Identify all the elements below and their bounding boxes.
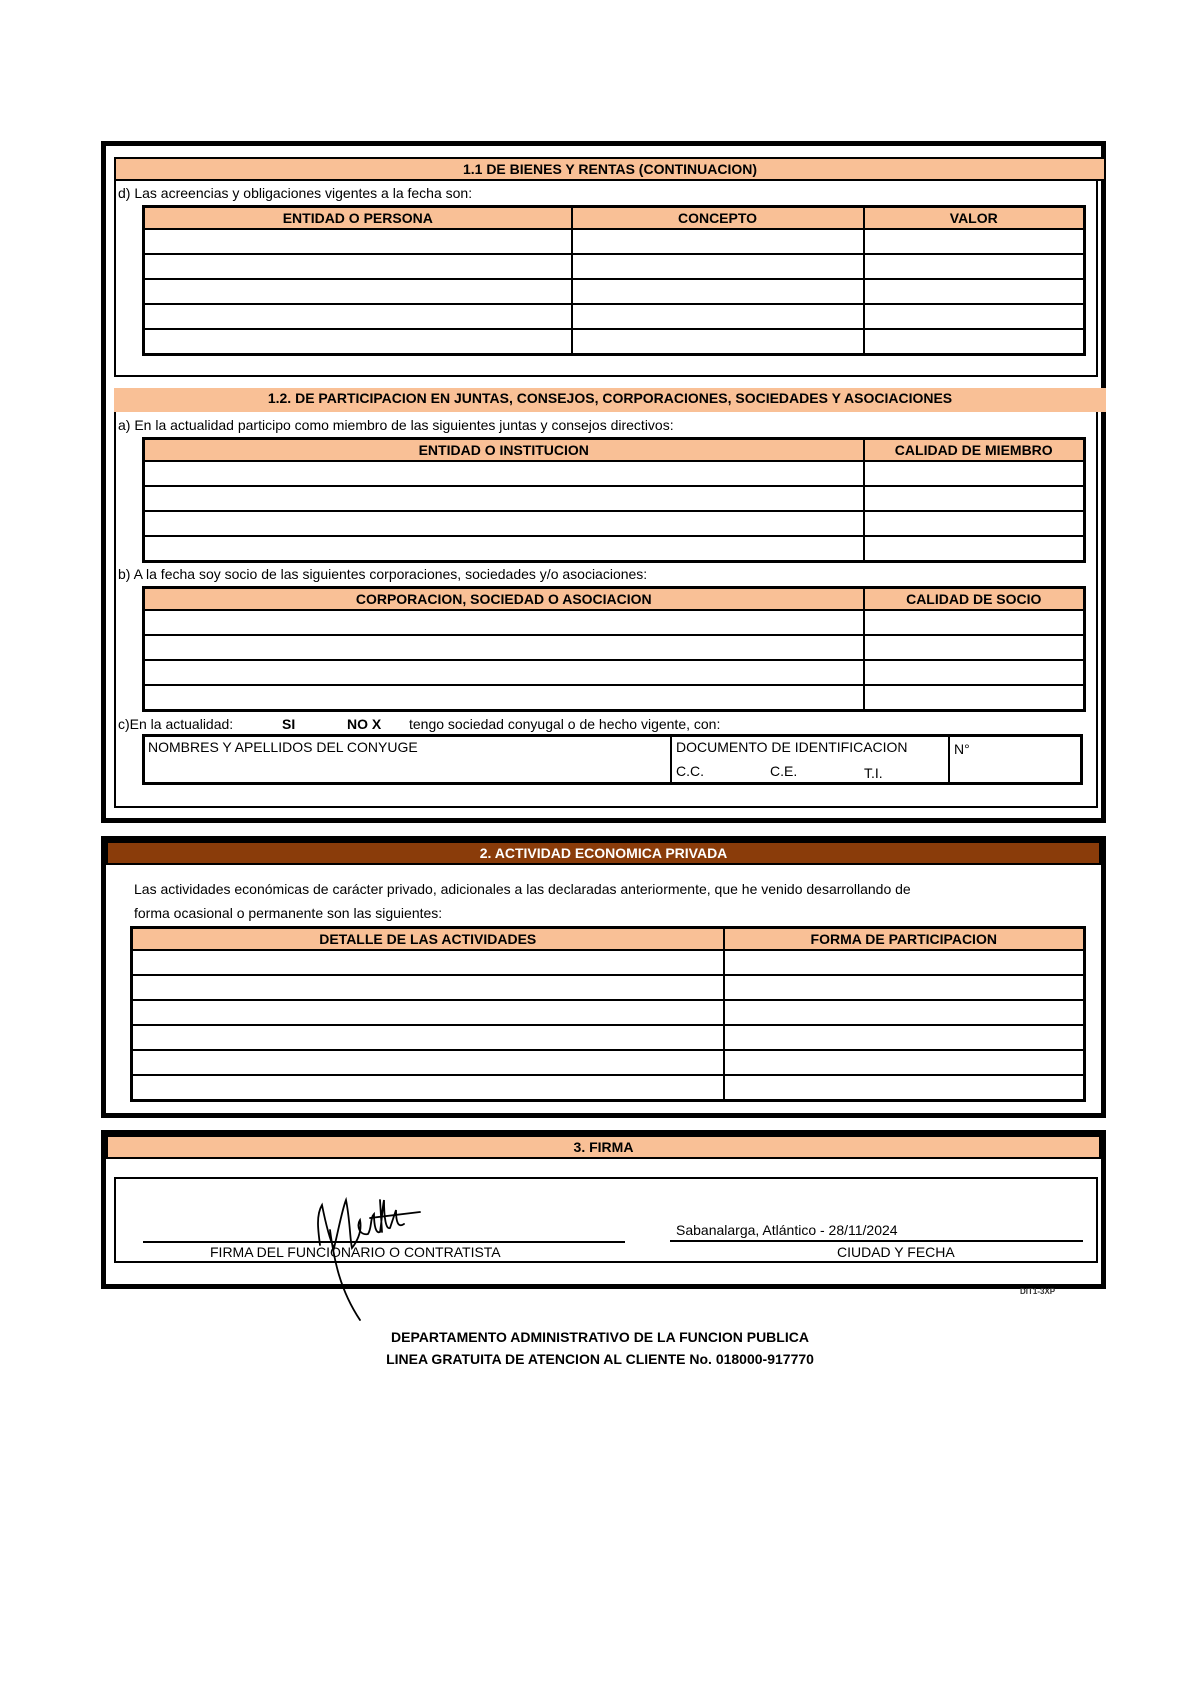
table-cell[interactable] — [132, 1025, 724, 1050]
col-calidad-socio: CALIDAD DE SOCIO — [864, 588, 1085, 611]
table-cell[interactable] — [864, 486, 1085, 511]
partnerships-table — [142, 586, 1086, 712]
table-cell[interactable] — [864, 660, 1085, 685]
table-cell[interactable] — [724, 975, 1085, 1000]
table-cell[interactable] — [572, 279, 864, 304]
table-cell[interactable] — [144, 511, 864, 536]
table-row — [132, 975, 1085, 1000]
section-2-header: 2. ACTIVIDAD ECONOMICA PRIVADA — [106, 841, 1101, 865]
table-cell[interactable] — [864, 511, 1085, 536]
section-2-intro-line1: Las actividades económicas de carácter privado, adicionales a las declaradas anteriormente, que he venido desarrollando de — [134, 881, 911, 897]
table-cell[interactable] — [144, 461, 864, 486]
table-cell[interactable] — [864, 229, 1085, 254]
doc-cc-option[interactable]: C.C. — [676, 763, 704, 779]
spouse-names-field[interactable]: NOMBRES Y APELLIDOS DEL CONYUGE — [148, 739, 418, 755]
footer-line-2: LINEA GRATUITA DE ATENCION AL CLIENTE No. 018000-917770 — [386, 1351, 814, 1367]
spouse-divider-2 — [948, 734, 950, 785]
table-cell[interactable] — [724, 1000, 1085, 1025]
section-1-1-header: 1.1 DE BIENES Y RENTAS (CONTINUACION) — [114, 157, 1106, 181]
table-cell[interactable] — [864, 279, 1085, 304]
col-entidad-institucion: ENTIDAD O INSTITUCION — [144, 439, 864, 462]
document-number-field[interactable]: N° — [954, 741, 970, 757]
table-row — [132, 950, 1085, 975]
table-cell[interactable] — [724, 1075, 1085, 1100]
table-row — [144, 610, 1085, 635]
footer-line-1: DEPARTAMENTO ADMINISTRATIVO DE LA FUNCION PUBLICA — [391, 1329, 809, 1345]
table-row — [144, 635, 1085, 660]
col-valor: VALOR — [864, 207, 1085, 230]
city-date-line — [670, 1240, 1083, 1242]
table-cell[interactable] — [144, 685, 864, 710]
col-entidad-persona: ENTIDAD O PERSONA — [144, 207, 572, 230]
form-code: DIT1-3XP — [1020, 1287, 1056, 1296]
section-1-2-c-rest: tengo sociedad conyugal o de hecho vigente, con: — [409, 716, 721, 732]
document-id-label: DOCUMENTO DE IDENTIFICACION — [676, 739, 908, 755]
table-cell[interactable] — [132, 1075, 724, 1100]
table-cell[interactable] — [144, 254, 572, 279]
table-row — [132, 1050, 1085, 1075]
table-row — [132, 1075, 1085, 1100]
signature-label: FIRMA DEL FUNCIONARIO O CONTRATISTA — [210, 1244, 501, 1260]
table-cell[interactable] — [132, 975, 724, 1000]
debts-table — [142, 205, 1086, 356]
table-row — [144, 304, 1085, 329]
table-row — [144, 511, 1085, 536]
spouse-divider-1 — [670, 734, 672, 785]
table-cell[interactable] — [144, 486, 864, 511]
table-cell[interactable] — [864, 329, 1085, 354]
table-row — [132, 1025, 1085, 1050]
table-cell[interactable] — [864, 635, 1085, 660]
table-row — [144, 329, 1085, 354]
table-cell[interactable] — [864, 304, 1085, 329]
table-cell[interactable] — [132, 1000, 724, 1025]
col-corporacion: CORPORACION, SOCIEDAD O ASOCIACION — [144, 588, 864, 611]
table-row — [144, 254, 1085, 279]
table-cell[interactable] — [572, 229, 864, 254]
table-cell[interactable] — [864, 254, 1085, 279]
table-row — [144, 279, 1085, 304]
table-row — [144, 486, 1085, 511]
table-cell[interactable] — [144, 304, 572, 329]
section-1-2-header: 1.2. DE PARTICIPACION EN JUNTAS, CONSEJOS, CORPORACIONES, SOCIEDADES Y ASOCIACIONES — [114, 388, 1106, 412]
section-1-2-a-intro: a) En la actualidad participo como miembro de las siguientes juntas y consejos directivos: — [118, 417, 674, 433]
table-cell[interactable] — [572, 254, 864, 279]
col-detalle-actividades: DETALLE DE LAS ACTIVIDADES — [132, 928, 724, 951]
table-cell[interactable] — [144, 279, 572, 304]
section-1-2-b-intro: b) A la fecha soy socio de las siguientes corporaciones, sociedades y/o asociaciones: — [118, 566, 648, 582]
doc-ti-option[interactable]: T.I. — [864, 765, 883, 781]
section-1-1-intro: d) Las acreencias y obligaciones vigentes a la fecha son: — [118, 185, 473, 201]
option-si[interactable]: SI — [282, 716, 296, 732]
table-cell[interactable] — [864, 610, 1085, 635]
table-row — [144, 536, 1085, 561]
table-cell[interactable] — [144, 536, 864, 561]
table-row — [144, 685, 1085, 710]
table-cell[interactable] — [864, 536, 1085, 561]
table-cell[interactable] — [144, 635, 864, 660]
table-cell[interactable] — [144, 610, 864, 635]
table-cell[interactable] — [724, 1025, 1085, 1050]
table-cell[interactable] — [572, 329, 864, 354]
city-date-value[interactable]: Sabanalarga, Atlántico - 28/11/2024 — [676, 1222, 898, 1238]
table-cell[interactable] — [864, 685, 1085, 710]
doc-ce-option[interactable]: C.E. — [770, 763, 798, 779]
col-calidad-miembro: CALIDAD DE MIEMBRO — [864, 439, 1085, 462]
table-cell[interactable] — [132, 1050, 724, 1075]
col-forma-participacion: FORMA DE PARTICIPACION — [724, 928, 1085, 951]
table-row — [144, 229, 1085, 254]
table-cell[interactable] — [724, 950, 1085, 975]
table-row — [132, 1000, 1085, 1025]
table-row — [144, 660, 1085, 685]
table-cell[interactable] — [144, 660, 864, 685]
col-concepto: CONCEPTO — [572, 207, 864, 230]
section-1-2-c-intro: c)En la actualidad: — [118, 716, 234, 732]
table-cell[interactable] — [864, 461, 1085, 486]
table-cell[interactable] — [144, 329, 572, 354]
table-cell[interactable] — [572, 304, 864, 329]
table-cell[interactable] — [144, 229, 572, 254]
activities-table — [130, 926, 1086, 1102]
table-cell[interactable] — [132, 950, 724, 975]
table-row — [144, 461, 1085, 486]
option-no-checked[interactable]: NO X — [347, 716, 382, 732]
section-3-header: 3. FIRMA — [106, 1135, 1101, 1159]
boards-table — [142, 437, 1086, 563]
city-date-label: CIUDAD Y FECHA — [837, 1244, 955, 1260]
table-cell[interactable] — [724, 1050, 1085, 1075]
section-2-intro-line2: forma ocasional o permanente son las siguientes: — [134, 905, 443, 921]
